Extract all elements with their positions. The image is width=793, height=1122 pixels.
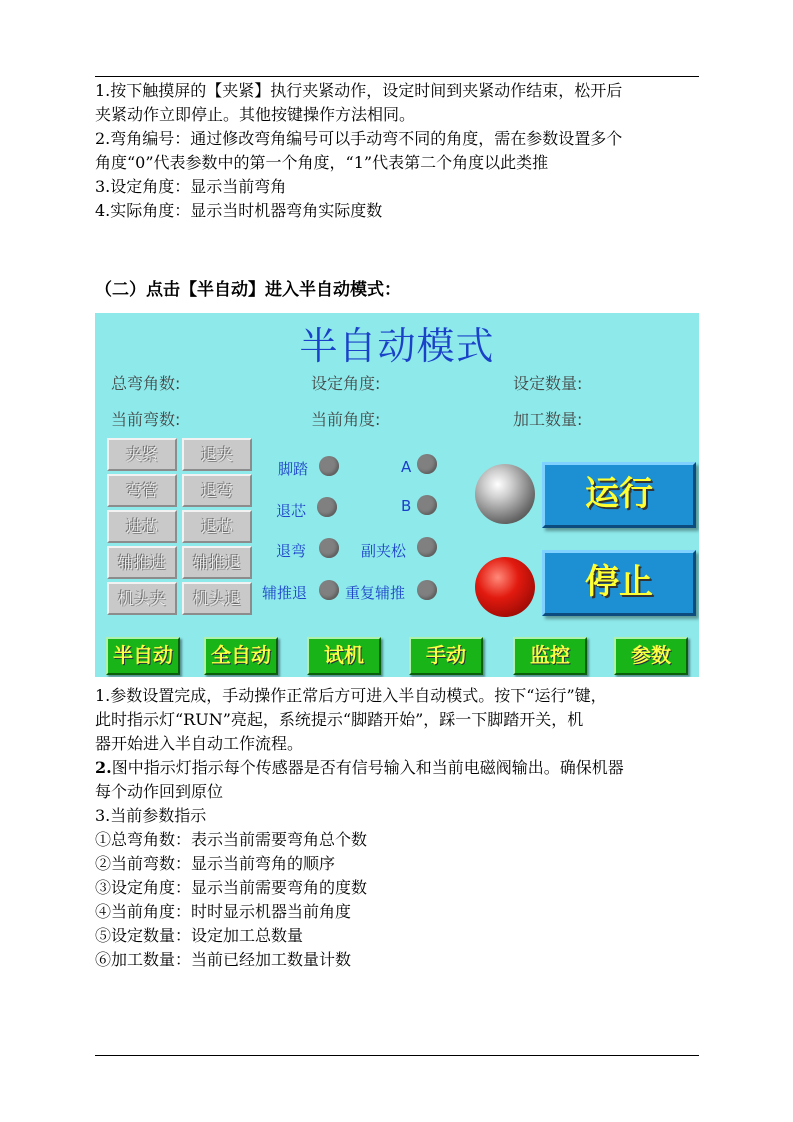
indicator-label-secondary-release: 副夹松 bbox=[361, 542, 407, 560]
nav-manual-button[interactable]: 手动 bbox=[409, 637, 483, 675]
nav-trial-button[interactable]: 试机 bbox=[307, 637, 381, 675]
indicator-label-aux-push-retract: 辅推退 bbox=[262, 584, 308, 602]
intro-text bbox=[95, 79, 701, 223]
body-text bbox=[95, 684, 701, 972]
core-out-button[interactable]: 退芯 bbox=[182, 510, 252, 543]
indicator-lamp-b bbox=[417, 495, 437, 515]
indicator-lamp-aux-push-retract bbox=[319, 580, 339, 600]
top-rule bbox=[95, 76, 699, 77]
nav-full-auto-button[interactable]: 全自动 bbox=[204, 637, 278, 675]
body-line: ④当前角度：时时显示机器当前角度 bbox=[95, 902, 352, 921]
intro-line: 1.按下触摸屏的【夹紧】执行夹紧动作，设定时间到夹紧动作结束，松开后 bbox=[95, 81, 623, 100]
indicator-label-repeat-aux-push: 重复辅推 bbox=[345, 584, 406, 602]
indicator-lamp-core-retract bbox=[317, 497, 337, 517]
body-bold-number: 2. bbox=[95, 758, 112, 777]
aux-retract-button[interactable]: 辅推退 bbox=[182, 546, 252, 579]
indicator-lamp-secondary-release bbox=[417, 537, 437, 557]
body-line: ⑤设定数量：设定加工总数量 bbox=[95, 926, 304, 945]
indicator-label-bend-retract: 退弯 bbox=[276, 542, 307, 560]
unclamp-button[interactable]: 退夹 bbox=[182, 438, 252, 471]
indicator-label-b: B bbox=[401, 497, 412, 515]
param-set-angle: 设定角度: bbox=[311, 374, 381, 393]
bend-button[interactable]: 弯管 bbox=[107, 474, 177, 507]
indicator-lamp-repeat-aux-push bbox=[417, 580, 437, 600]
indicator-label-a: A bbox=[401, 458, 412, 476]
param-set-quantity: 设定数量: bbox=[513, 374, 583, 393]
hmi-screenshot bbox=[95, 313, 699, 677]
intro-line: 4.实际角度：显示当时机器弯角实际度数 bbox=[95, 201, 383, 220]
section-heading: （二）点击【半自动】进入半自动模式： bbox=[95, 280, 401, 300]
head-clamp-button[interactable]: 机头夹 bbox=[107, 582, 177, 615]
stop-button[interactable]: 停止 bbox=[542, 550, 696, 616]
run-status-lamp bbox=[475, 464, 535, 524]
head-retract-button[interactable]: 机头退 bbox=[182, 582, 252, 615]
body-line: 此时指示灯“RUN”亮起，系统提示“脚踏开始”，踩一下脚踏开关，机 bbox=[95, 710, 584, 729]
core-in-button[interactable]: 进芯 bbox=[107, 510, 177, 543]
body-line: 1.参数设置完成，手动操作正常后方可进入半自动模式。按下“运行”键， bbox=[95, 686, 607, 705]
body-line: 3.当前参数指示 bbox=[95, 806, 207, 825]
body-line bbox=[95, 756, 701, 780]
indicator-lamp-a bbox=[417, 454, 437, 474]
intro-line: 夹紧动作立即停止。其他按键操作方法相同。 bbox=[95, 105, 416, 124]
aux-push-button[interactable]: 辅推进 bbox=[107, 546, 177, 579]
nav-monitor-button[interactable]: 监控 bbox=[513, 637, 587, 675]
intro-line: 3.设定角度：显示当前弯角 bbox=[95, 177, 287, 196]
param-processed-quantity: 加工数量: bbox=[513, 410, 583, 429]
body-line: ①总弯角数：表示当前需要弯角总个数 bbox=[95, 830, 368, 849]
body-line: 每个动作回到原位 bbox=[95, 782, 224, 801]
body-line: ③设定角度：显示当前需要弯角的度数 bbox=[95, 878, 368, 897]
stop-status-lamp bbox=[475, 557, 535, 617]
body-line: 器开始进入半自动工作流程。 bbox=[95, 734, 304, 753]
body-line: ⑥加工数量：当前已经加工数量计数 bbox=[95, 950, 352, 969]
body-line-text: 图中指示灯指示每个传感器是否有信号输入和当前电磁阀输出。确保机器 bbox=[111, 758, 624, 777]
body-line: ②当前弯数：显示当前弯角的顺序 bbox=[95, 854, 336, 873]
intro-line: 2.弯角编号：通过修改弯角编号可以手动弯不同的角度，需在参数设置多个 bbox=[95, 129, 623, 148]
clamp-button[interactable]: 夹紧 bbox=[107, 438, 177, 471]
run-button[interactable]: 运行 bbox=[542, 462, 696, 528]
param-current-bend: 当前弯数: bbox=[111, 410, 181, 429]
nav-semi-auto-button[interactable]: 半自动 bbox=[106, 637, 180, 675]
bottom-rule bbox=[95, 1055, 699, 1056]
indicator-label-pedal: 脚踏 bbox=[278, 460, 309, 478]
param-total-bends: 总弯角数: bbox=[111, 374, 181, 393]
indicator-lamp-pedal bbox=[319, 456, 339, 476]
indicator-lamp-bend-retract bbox=[319, 538, 339, 558]
unbend-button[interactable]: 退弯 bbox=[182, 474, 252, 507]
param-current-angle: 当前角度: bbox=[311, 410, 381, 429]
nav-params-button[interactable]: 参数 bbox=[614, 637, 688, 675]
indicator-label-core-retract: 退芯 bbox=[276, 502, 307, 520]
hmi-title: 半自动模式 bbox=[299, 324, 495, 368]
intro-line: 角度“0”代表参数中的第一个角度，“1”代表第二个角度以此类推 bbox=[95, 153, 549, 172]
